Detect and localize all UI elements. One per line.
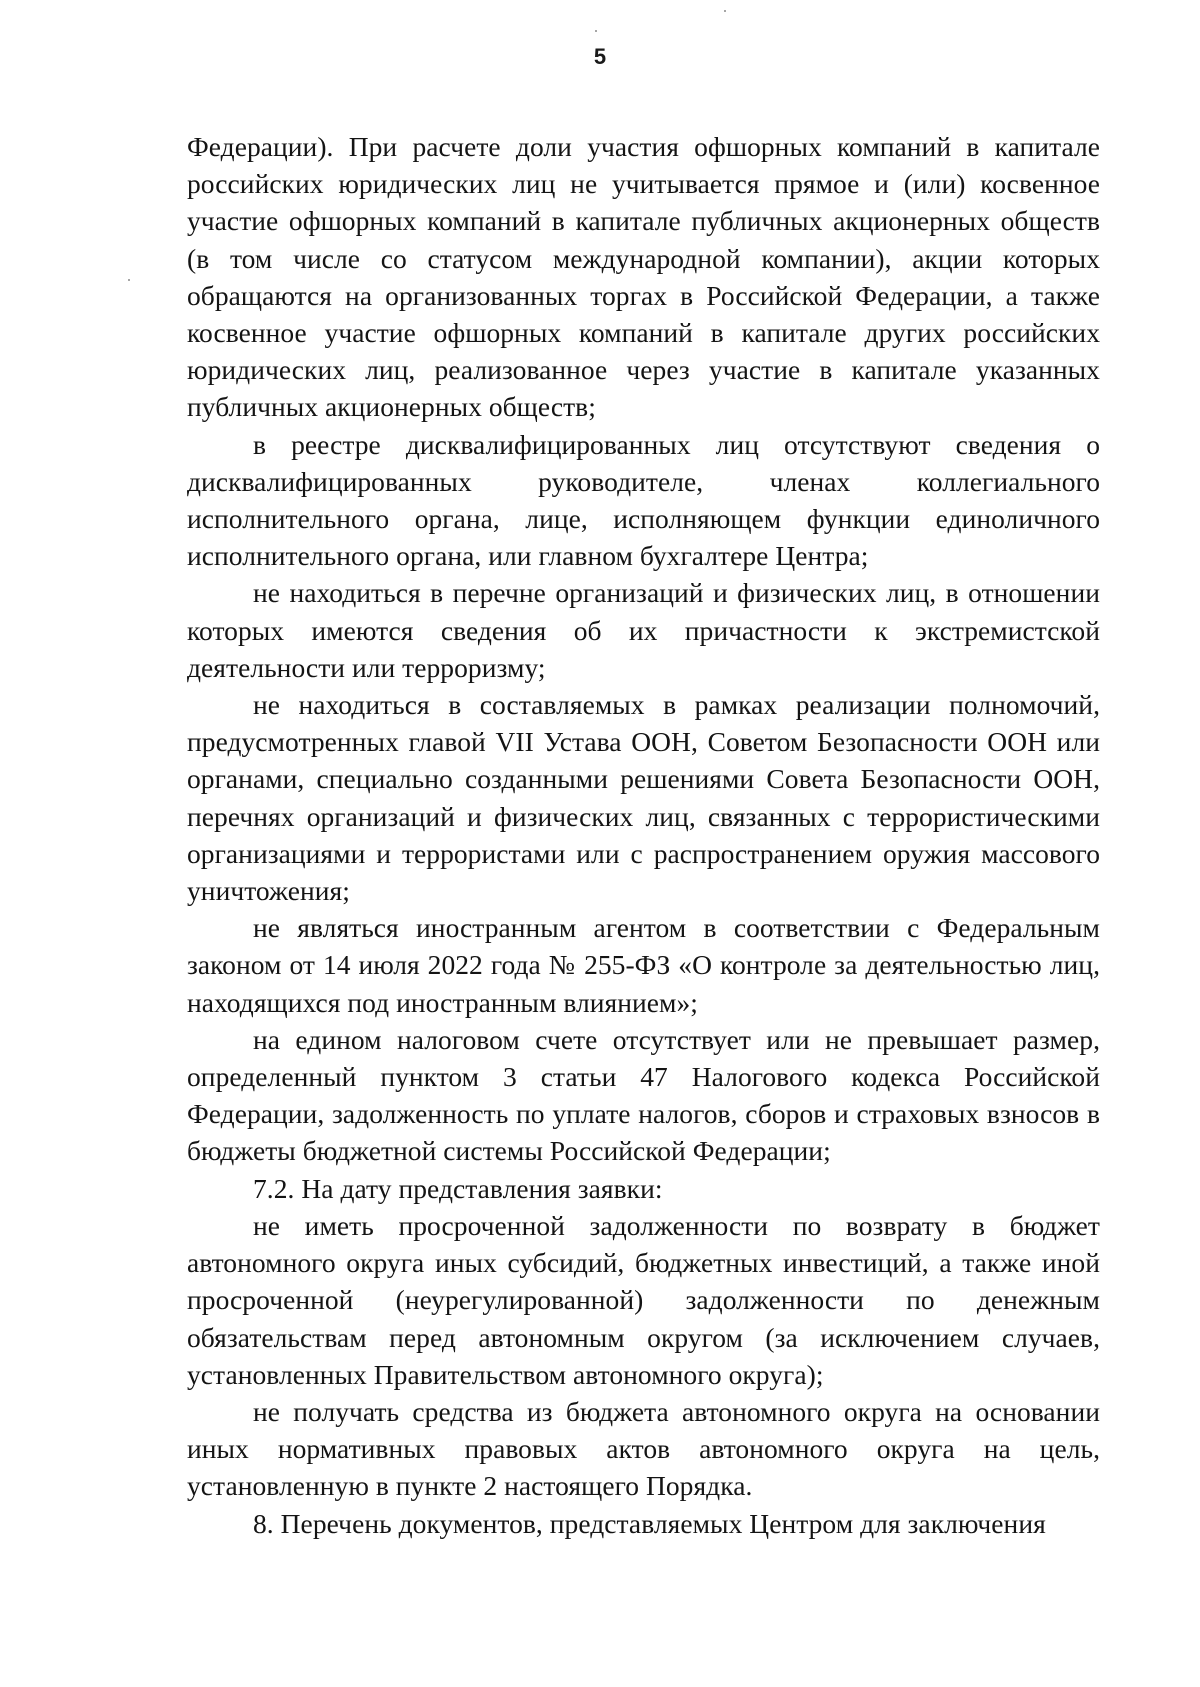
paragraph-foreign-agent: не являться иностранным агентом в соответствии с Федеральным законом от 14 июля 2022 года № 255-ФЗ «О контроле за деятельностью лиц, находящихся под иностранным влиянием»;	[187, 912, 1100, 1018]
paragraph-offshore-participation: Федерации). При расчете доли участия офшорных компаний в капитале российских юридических лиц не учитывается прямое и (или) косвенное участие офшорных компаний в капитале публичных акционерных обществ (в том числе со статусом международной компании), акции которых обращаются на организованных торгах в Российской Федерации, а также косвенное участие офшорных компаний в капитале других российских юридических лиц, реализованное через участие в капитале указанных публичных акционерных обществ;	[187, 131, 1100, 423]
paragraph-un-sanctions-list: не находиться в составляемых в рамках реализации полномочий, предусмотренных главой VII Устава ООН, Советом Безопасности ООН или органами, специально созданными решениями Совета Безопасности ООН, перечнях организаций и физических лиц, связанных с террористическими организациями и террористами или с распространением оружия массового уничтожения;	[187, 689, 1100, 907]
page-number: 5	[593, 44, 607, 69]
paragraph-tax-account: на едином налоговом счете отсутствует или не превышает размер, определенный пунктом 3 статьи 47 Налогового кодекса Российской Федерации, задолженность по уплате налогов, сборов и страховых взносов в бюджеты бюджетной системы Российской Федерации;	[187, 1023, 1100, 1167]
scan-speck	[128, 279, 130, 281]
paragraph-overdue-debt: не иметь просроченной задолженности по возврату в бюджет автономного округа иных субсидий, бюджетных инвестиций, а также иной просроченной (неурегулированной) задолженности по денежным обязательствам перед автономным округом (за исключением случаев, установленных Правительством автономного округа);	[187, 1209, 1100, 1390]
paragraph-other-budget-funds: не получать средства из бюджета автономного округа на основании иных нормативных правовых актов автономного округа на цель, установленную в пункте 2 настоящего Порядка.	[187, 1395, 1100, 1502]
paragraph-section-7-2-heading: 7.2. На дату представления заявки:	[253, 1172, 663, 1204]
paragraph-section-8-start: 8. Перечень документов, представляемых Центром для заключения	[253, 1507, 1046, 1539]
paragraph-disqualified-persons: в реестре дисквалифицированных лиц отсутствуют сведения о дисквалифицированных руководителе, членах коллегиального исполнительного органа, лице, исполняющем функции единоличного исполнительного органа, или главном бухгалтере Центра;	[187, 428, 1100, 572]
scan-speck	[724, 10, 726, 12]
scan-speck	[595, 30, 597, 32]
document-body	[187, 128, 1100, 1542]
paragraph-extremism-list: не находиться в перечне организаций и физических лиц, в отношении которых имеются сведения об их причастности к экстремистской деятельности или терроризму;	[187, 577, 1100, 683]
